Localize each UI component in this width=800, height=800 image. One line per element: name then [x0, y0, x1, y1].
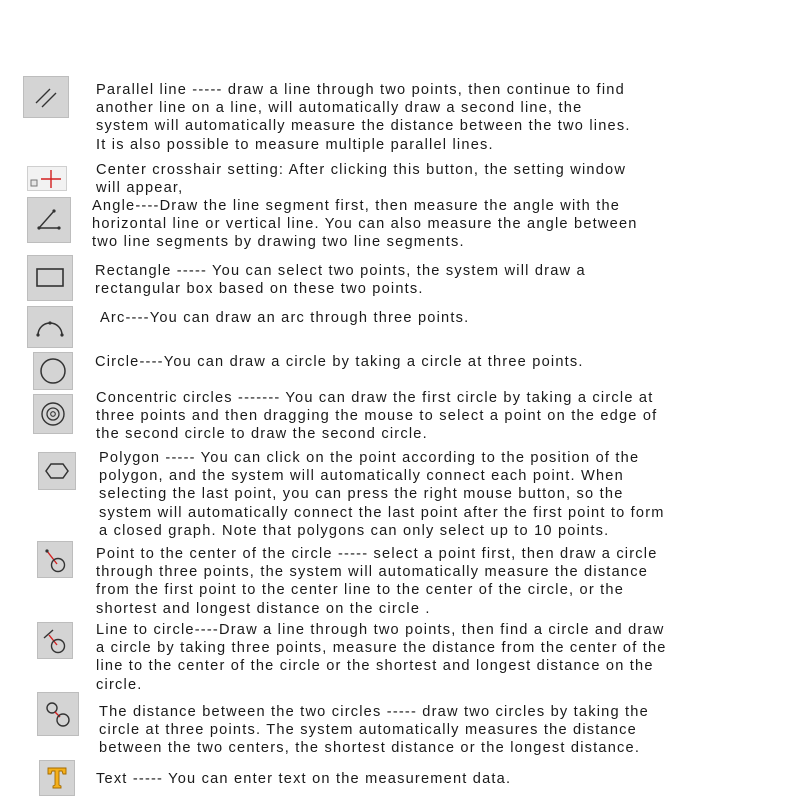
- rectangle-icon: [34, 265, 66, 291]
- parallel-line-icon: [32, 83, 60, 111]
- polygon-icon: [43, 459, 71, 483]
- point-to-circle-button[interactable]: [37, 541, 73, 578]
- tool-description-angle: [92, 197, 638, 252]
- tool-description-point-to-circle: [96, 545, 658, 618]
- circle-button[interactable]: [33, 352, 73, 390]
- tool-description-rectangle: [95, 262, 586, 298]
- tool-description-concentric-circles: [96, 389, 657, 444]
- desc-line: Rectangle ----- You can select two points, the system will draw a: [95, 263, 586, 279]
- desc-line: Parallel line ----- draw a line through two points, then continue to find: [96, 82, 625, 98]
- two-circles-icon: [42, 698, 74, 730]
- desc-line: Concentric circles ------- You can draw the first circle by taking a circle at: [96, 390, 654, 406]
- desc-line: Point to the center of the circle ----- select a point first, then draw a circle: [96, 546, 658, 562]
- desc-line: circle.: [96, 676, 143, 693]
- desc-line: through three points, the system will automatically measure the distance: [96, 564, 649, 581]
- concentric-circles-button[interactable]: [33, 394, 73, 434]
- line-to-circle-button[interactable]: [37, 622, 73, 659]
- desc-line: a circle by taking three points, measure the distance from the center of the: [96, 640, 667, 657]
- desc-line: The distance between the two circles ----- draw two circles by taking the: [99, 704, 649, 720]
- desc-line: It is also possible to measure multiple parallel lines.: [96, 136, 494, 153]
- text-icon: [44, 765, 70, 791]
- tool-description-circle: [95, 353, 584, 371]
- tool-description-two-circles: [99, 703, 649, 758]
- desc-line: circle at three points. The system automatically measures the distance: [99, 722, 637, 739]
- desc-line: Polygon ----- You can click on the point according to the position of the: [99, 450, 640, 466]
- desc-line: Text ----- You can enter text on the measurement data.: [96, 771, 512, 787]
- desc-line: Line to circle----Draw a line through two points, then find a circle and draw: [96, 622, 665, 638]
- circle-icon: [38, 356, 68, 386]
- tool-description-polygon: [99, 449, 665, 540]
- desc-line: from the first point to the center line to the center of the circle, or the: [96, 582, 625, 599]
- desc-line: polygon, and the system will automatically connect each point. When: [99, 468, 624, 485]
- desc-line: Arc----You can draw an arc through three points.: [100, 310, 470, 326]
- crosshair-setting-button[interactable]: [27, 166, 67, 191]
- crosshair-icon: [29, 168, 65, 190]
- desc-line: horizontal line or vertical line. You can also measure the angle between: [92, 216, 638, 233]
- tool-description-arc: [100, 309, 469, 327]
- tool-description-text: [96, 770, 511, 788]
- desc-line: another line on a line, will automatically draw a second line, the: [96, 100, 583, 117]
- tool-description-line-to-circle: [96, 621, 667, 694]
- desc-line: a closed graph. Note that polygons can only select up to 10 points.: [99, 522, 610, 539]
- desc-line: system will automatically connect the last point after the first point to form: [99, 504, 665, 521]
- desc-line: three points and then dragging the mouse to select a point on the edge of: [96, 408, 658, 425]
- desc-line: Center crosshair setting: After clicking this button, the setting window: [96, 162, 627, 178]
- point-to-circle-icon: [41, 546, 69, 574]
- arc-button[interactable]: [27, 306, 73, 348]
- desc-line: between the two centers, the shortest distance or the longest distance.: [99, 740, 641, 757]
- text-button[interactable]: [39, 760, 75, 796]
- desc-line: selecting the last point, you can press the right mouse button, so the: [99, 486, 624, 503]
- desc-line: Circle----You can draw a circle by taking a circle at three points.: [95, 354, 584, 370]
- desc-line: the second circle to draw the second circle.: [96, 426, 428, 443]
- desc-line: system will automatically measure the distance between the two lines.: [96, 118, 631, 135]
- desc-line: line to the center of the circle or the shortest and longest distance on the: [96, 658, 654, 675]
- desc-line: will appear,: [96, 180, 184, 197]
- line-to-circle-icon: [41, 627, 69, 655]
- desc-line: rectangular box based on these two points.: [95, 281, 424, 298]
- concentric-circles-icon: [38, 399, 68, 429]
- desc-line: shortest and longest distance on the circle .: [96, 600, 431, 617]
- angle-icon: [34, 205, 64, 235]
- tool-description-crosshair: [96, 161, 626, 197]
- two-circles-button[interactable]: [37, 692, 79, 736]
- desc-line: Angle----Draw the line segment first, then measure the angle with the: [92, 198, 621, 214]
- arc-icon: [34, 314, 66, 340]
- tool-description-parallel-line: [96, 81, 631, 154]
- angle-button[interactable]: [27, 197, 71, 243]
- rectangle-button[interactable]: [27, 255, 73, 301]
- polygon-button[interactable]: [38, 452, 76, 490]
- desc-line: two line segments by drawing two line segments.: [92, 234, 465, 251]
- parallel-line-button[interactable]: [23, 76, 69, 118]
